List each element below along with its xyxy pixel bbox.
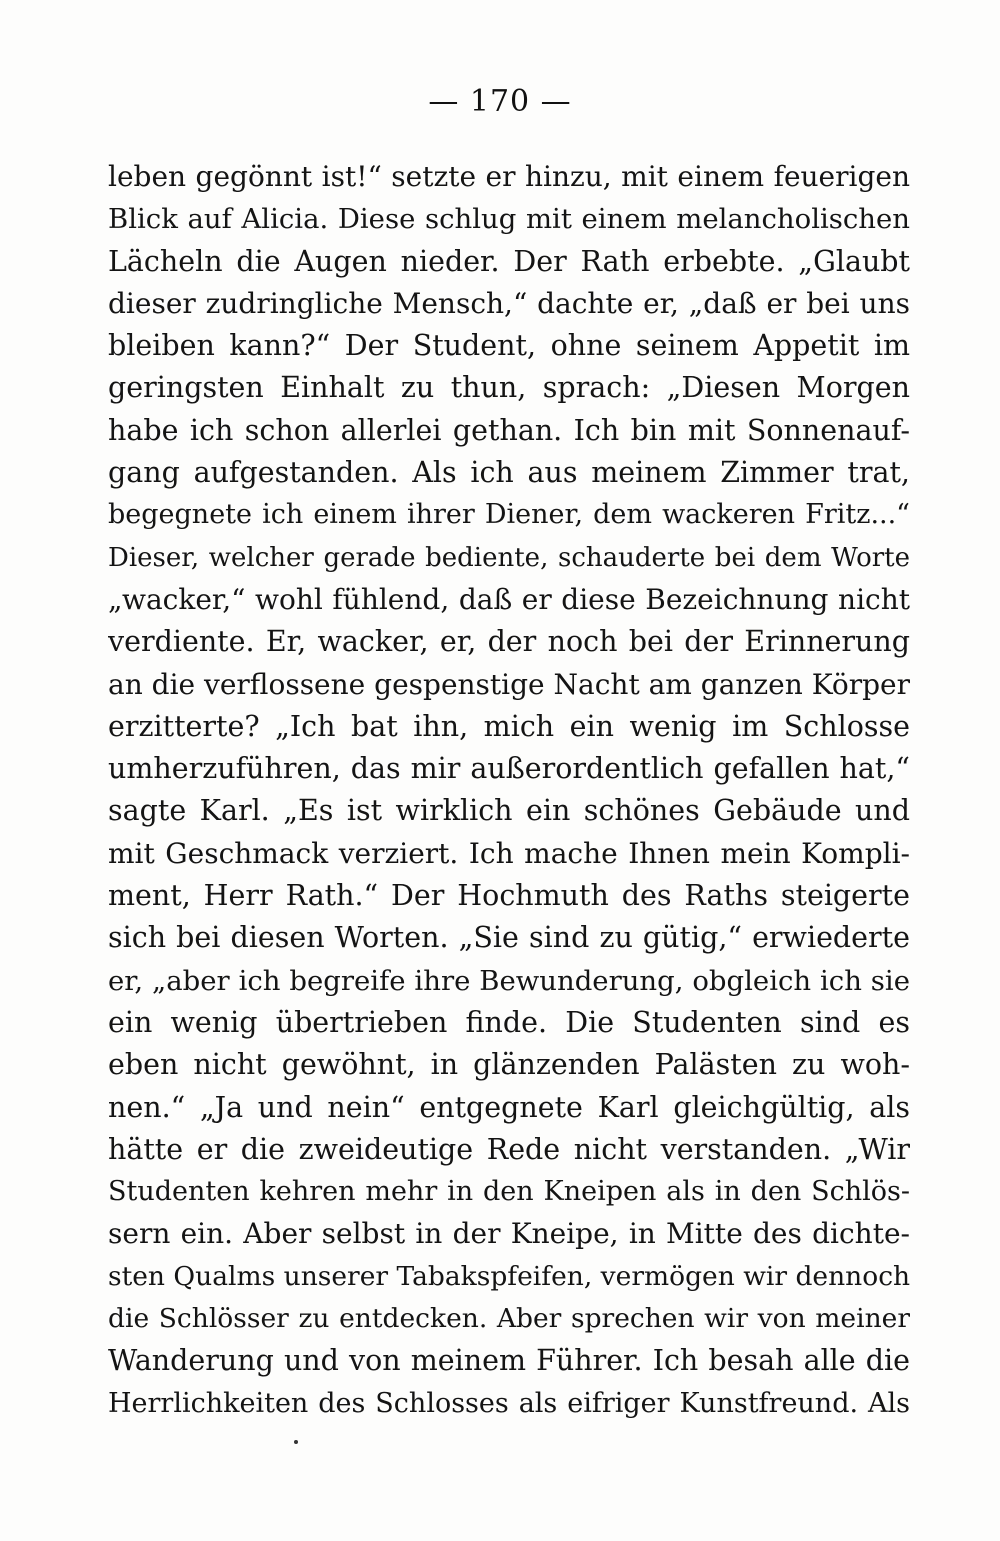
text-line: habe ich schon allerlei gethan. Ich bin mit Sonnenauf-: [108, 413, 910, 447]
text-line: ment, Herr Rath.“ Der Hochmuth des Raths steigerte: [108, 879, 910, 913]
text-line: eben nicht gewöhnt, in glänzenden Palästen zu woh-: [108, 1048, 910, 1082]
text-line: an die verflossene gespenstige Nacht am ganzen Körper: [108, 667, 910, 701]
text-line: hätte er die zweideutige Rede nicht verstanden. „Wir: [108, 1132, 910, 1166]
text-line: Wanderung und von meinem Führer. Ich besah alle die: [108, 1344, 910, 1378]
text-line: verdiente. Er, wacker, er, der noch bei der Erinnerung: [108, 625, 910, 659]
text-line: sagte Karl. „Es ist wirklich ein schönes Gebäude und: [108, 794, 910, 828]
text-line: erzitterte? „Ich bat ihn, mich ein wenig im Schlosse: [108, 709, 910, 743]
text-line: leben gegönnt ist!“ setzte er hinzu, mit einem feuerigen: [108, 160, 910, 193]
text-line: begegnete ich einem ihrer Diener, dem wackeren Fritz...“: [108, 499, 910, 531]
text-line: ein wenig übertrieben finde. Die Studenten sind es: [108, 1005, 910, 1039]
text-line: Herrlichkeiten des Schlosses als eifriger Kunstfreund. Als: [108, 1387, 910, 1419]
text-line: sern ein. Aber selbst in der Kneipe, in Mitte des dichte-: [108, 1217, 910, 1251]
text-line: dieser zudringliche Mensch,“ dachte er, „daß er bei uns: [108, 286, 910, 320]
text-line: geringsten Einhalt zu thun, sprach: „Diesen Morgen: [108, 371, 910, 405]
text-line: sich bei diesen Worten. „Sie sind zu gütig,“ erwiederte: [108, 921, 910, 955]
text-line: nen.“ „Ja und nein“ entgegnete Karl gleichgültig, als: [108, 1090, 910, 1124]
body-text: [108, 156, 910, 1425]
text-line: sten Qualms unserer Tabakspfeifen, vermögen wir dennoch: [108, 1260, 910, 1292]
text-line: er, „aber ich begreife ihre Bewunderung, obgleich ich sie: [108, 964, 910, 997]
text-line: mit Geschmack verziert. Ich mache Ihnen mein Kompli-: [108, 836, 910, 870]
text-line: Dieser, welcher gerade bediente, schauderte bei dem Worte: [108, 542, 910, 573]
text-line: Blick auf Alicia. Diese schlug mit einem melancholischen: [108, 203, 910, 236]
text-line: Studenten kehren mehr in den Kneipen als in den Schlös-: [108, 1176, 910, 1208]
text-line: die Schlösser zu entdecken. Aber sprechen wir von meiner: [108, 1303, 910, 1335]
text-line: Lächeln die Augen nieder. Der Rath erbebte. „Glaubt: [108, 244, 910, 278]
text-line: gang aufgestanden. Als ich aus meinem Zimmer trat,: [108, 456, 910, 490]
text-line: „wacker,“ wohl fühlend, daß er diese Bezeichnung nicht: [108, 582, 910, 616]
page-number: — 170 —: [428, 84, 572, 119]
text-line: umherzuführen, das mir außerordentlich gefallen hat,“: [108, 752, 910, 786]
print-speck: [294, 1440, 298, 1444]
text-line: bleiben kann?“ Der Student, ohne seinem Appetit im: [108, 329, 910, 363]
